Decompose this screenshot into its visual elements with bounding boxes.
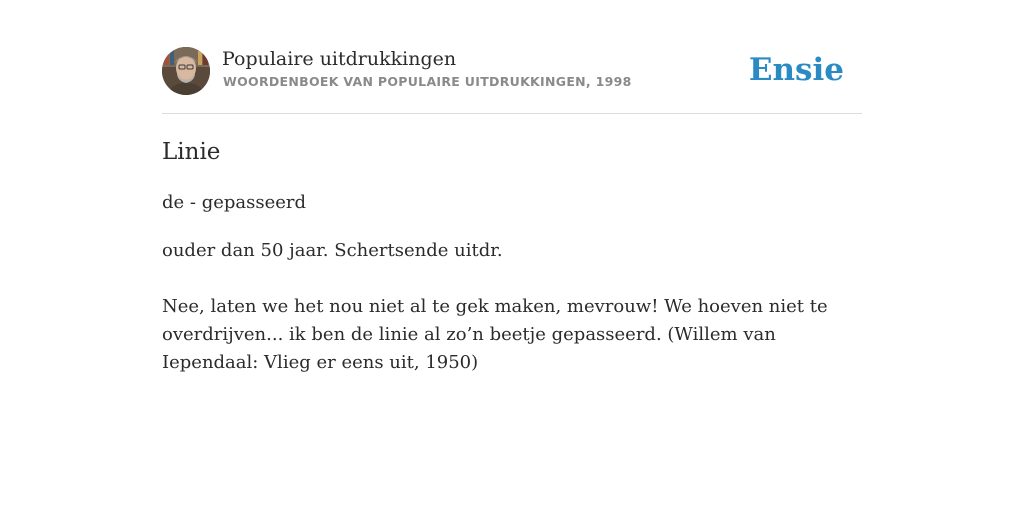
entry-example: Nee, laten we het nou niet al te gek maken, mevrouw! We hoeven niet te overdrijven... ik ben de linie al zo’n beetje gepasseerd. (Willem van Iependaal: Vlieg er eens uit, 1950) [162,296,828,373]
author-portrait-icon [162,47,210,95]
source-header [162,46,862,96]
ensie-logo-link[interactable]: Ensie [748,52,844,88]
author-avatar[interactable] [162,47,210,95]
entry-definition: ouder dan 50 jaar. Schertsende uitdr. [162,240,503,261]
entry-card [162,0,862,512]
paragraph-gap [162,265,862,293]
entry-body [162,237,862,377]
header-divider [162,113,862,114]
source-subtitle: WOORDENBOEK VAN POPULAIRE UITDRUKKINGEN, 1998 [223,74,632,89]
source-title[interactable]: Populaire uitdrukkingen [222,48,457,70]
entry-subtitle: de - gepasseerd [162,192,307,213]
entry-term: Linie [162,139,221,165]
